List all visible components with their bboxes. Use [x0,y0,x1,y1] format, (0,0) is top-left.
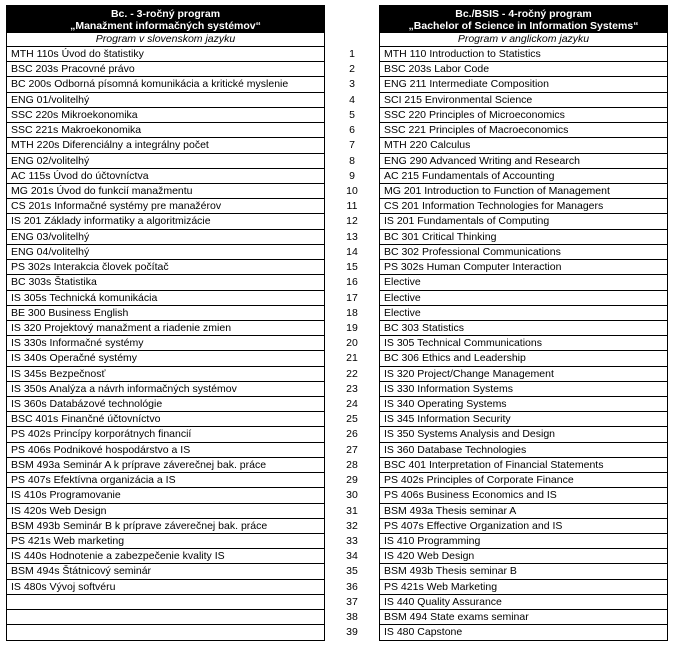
english-program-table [379,5,668,641]
course-row: PS 407s Effective Organization and IS [380,519,667,534]
course-row: PS 402s Princípy korporátnych financií [7,427,324,442]
course-row: IS 201 Základy informatiky a algoritmizácie [7,214,324,229]
course-row: BC 200s Odborná písomná komunikácia a kritické myslenie [7,77,324,92]
course-row: MTH 110s Úvod do štatistiky [7,47,324,62]
slovak-program-language: Program v slovenskom jazyku [6,33,325,47]
course-row: PS 406s Business Economics and IS [380,488,667,503]
course-row: BSM 494s Štátnicový seminár [7,564,324,579]
row-number: 27 [346,443,358,456]
course-row: MTH 220 Calculus [380,138,667,153]
row-number: 1 [349,48,355,60]
course-row: BC 301 Critical Thinking [380,230,667,245]
row-number: 38 [346,611,358,624]
course-row: ENG 211 Intermediate Composition [380,77,667,92]
course-row: PS 302s Human Computer Interaction [380,260,667,275]
row-number: 33 [346,535,358,547]
course-row: IS 410s Programovanie [7,488,324,503]
english-program-name: „Bachelor of Science in Information Systems“ [408,20,639,32]
course-row [7,625,324,640]
course-row: PS 407s Efektívna organizácia a IS [7,473,324,488]
course-row: BSC 203s Pracovné právo [7,62,324,77]
course-row: Elective [380,306,667,321]
english-program-language: Program v anglickom jazyku [379,33,668,47]
row-number: 36 [346,580,358,593]
row-number: 23 [346,382,358,395]
slovak-course-list [6,47,325,641]
row-number: 39 [346,626,358,639]
course-row: CS 201 Information Technologies for Managers [380,199,667,214]
row-number: 8 [349,154,355,167]
course-row: MTH 110 Introduction to Statistics [380,47,667,62]
course-row: IS 440 Quality Assurance [380,595,667,610]
row-number: 16 [346,276,358,289]
course-row: BSM 493b Thesis seminar B [380,564,667,579]
slovak-program-title: Bc. - 3-ročný program [110,8,221,20]
course-row: ENG 290 Advanced Writing and Research [380,154,667,169]
course-row: BC 303 Statistics [380,321,667,336]
course-row: IS 330s Informačné systémy [7,336,324,351]
row-number: 24 [346,398,358,411]
row-number: 6 [349,124,355,137]
course-row: IS 340s Operačné systémy [7,351,324,366]
english-program-header [379,5,668,33]
slovak-program-header [6,5,325,33]
course-row: IS 360s Databázové technológie [7,397,324,412]
row-number: 11 [346,200,358,213]
row-number: 18 [346,306,358,319]
course-row: IS 480s Vývoj softvéru [7,580,324,595]
row-number: 3 [349,78,355,91]
course-row: BSC 401 Interpretation of Financial Statements [380,458,667,473]
row-number: 5 [349,108,355,121]
row-number: 4 [349,93,355,106]
slovak-program-name: „Manažment informačných systémov“ [70,20,261,32]
course-row: SCI 215 Environmental Science [380,93,667,108]
course-row: IS 420s Web Design [7,504,324,519]
course-row: IS 201 Fundamentals of Computing [380,214,667,229]
course-row: BC 303s Štatistika [7,275,324,290]
row-number: 2 [349,63,355,76]
course-row: ENG 01/volitelhý [7,93,324,108]
course-row: IS 350 Systems Analysis and Design [380,427,667,442]
course-row: IS 360 Database Technologies [380,443,667,458]
slovak-program-table [6,5,325,641]
row-number: 26 [346,428,358,441]
course-row: IS 340 Operating Systems [380,397,667,412]
course-row: IS 480 Capstone [380,625,667,640]
row-number: 21 [346,352,358,365]
course-row: ENG 03/volitelhý [7,230,324,245]
course-row [7,595,324,610]
course-row: Elective [380,291,667,306]
course-row: IS 345 Information Security [380,412,667,427]
course-row: BE 300 Business English [7,306,324,321]
row-number: 22 [346,367,358,380]
row-number: 34 [346,550,358,563]
course-row: MG 201s Úvod do funkcií manažmentu [7,184,324,199]
row-number-column [330,47,374,641]
course-row: IS 350s Analýza a návrh informačných systémov [7,382,324,397]
row-number: 17 [346,291,358,304]
course-row: BSC 401s Finančné účtovníctvo [7,412,324,427]
course-row: IS 320 Projektový manažment a riadenie zmien [7,321,324,336]
row-number: 10 [346,184,358,197]
course-row: AC 115s Úvod do účtovníctva [7,169,324,184]
course-row: IS 440s Hodnotenie a zabezpečenie kvality IS [7,549,324,564]
course-row: SSC 220 Principles of Microeconomics [380,108,667,123]
course-row: SSC 221s Makroekonomika [7,123,324,138]
course-row: MTH 220s Diferenciálny a integrálny počet [7,138,324,153]
course-row: BSM 493a Thesis seminar A [380,504,667,519]
course-row: ENG 02/volitelhý [7,154,324,169]
course-row: BC 306 Ethics and Leadership [380,351,667,366]
course-row: AC 215 Fundamentals of Accounting [380,169,667,184]
course-row: PS 402s Principles of Corporate Finance [380,473,667,488]
row-number: 13 [346,230,358,243]
row-number: 31 [346,504,358,517]
row-number: 9 [349,169,355,182]
course-row: SSC 221 Principles of Macroeconomics [380,123,667,138]
row-number: 25 [346,413,358,426]
row-number: 35 [346,565,358,578]
row-number: 29 [346,474,358,487]
course-row: BSM 494 State exams seminar [380,610,667,625]
course-row: MG 201 Introduction to Function of Management [380,184,667,199]
course-row: CS 201s Informačné systémy pre manažérov [7,199,324,214]
course-row: PS 302s Interakcia človek počítač [7,260,324,275]
course-row: IS 330 Information Systems [380,382,667,397]
row-number: 20 [346,337,358,350]
english-program-title: Bc./BSIS - 4-ročný program [455,8,592,20]
course-row: BSM 493a Seminár A k príprave záverečnej bak. práce [7,458,324,473]
row-number: 28 [346,458,358,471]
course-row: ENG 04/volitelhý [7,245,324,260]
course-row: PS 421s Web Marketing [380,580,667,595]
row-number: 32 [346,519,358,532]
course-row: IS 410 Programming [380,534,667,549]
course-row [7,610,324,625]
course-row: PS 421s Web marketing [7,534,324,549]
course-row: IS 320 Project/Change Management [380,367,667,382]
row-number: 12 [346,215,358,228]
course-row: IS 345s Bezpečnosť [7,367,324,382]
course-row: BSC 203s Labor Code [380,62,667,77]
course-row: Elective [380,275,667,290]
course-row: BSM 493b Seminár B k príprave záverečnej bak. práce [7,519,324,534]
row-number: 37 [346,595,358,608]
course-row: BC 302 Professional Communications [380,245,667,260]
row-number: 7 [349,139,355,152]
row-number: 15 [346,261,358,274]
course-row: IS 420 Web Design [380,549,667,564]
row-number: 14 [346,245,358,258]
course-row: IS 305s Technická komunikácia [7,291,324,306]
row-number: 19 [346,321,358,334]
course-row: PS 406s Podnikové hospodárstvo a IS [7,443,324,458]
course-row: IS 305 Technical Communications [380,336,667,351]
course-row: SSC 220s Mikroekonomika [7,108,324,123]
row-number: 30 [346,489,358,502]
english-course-list [379,47,668,641]
